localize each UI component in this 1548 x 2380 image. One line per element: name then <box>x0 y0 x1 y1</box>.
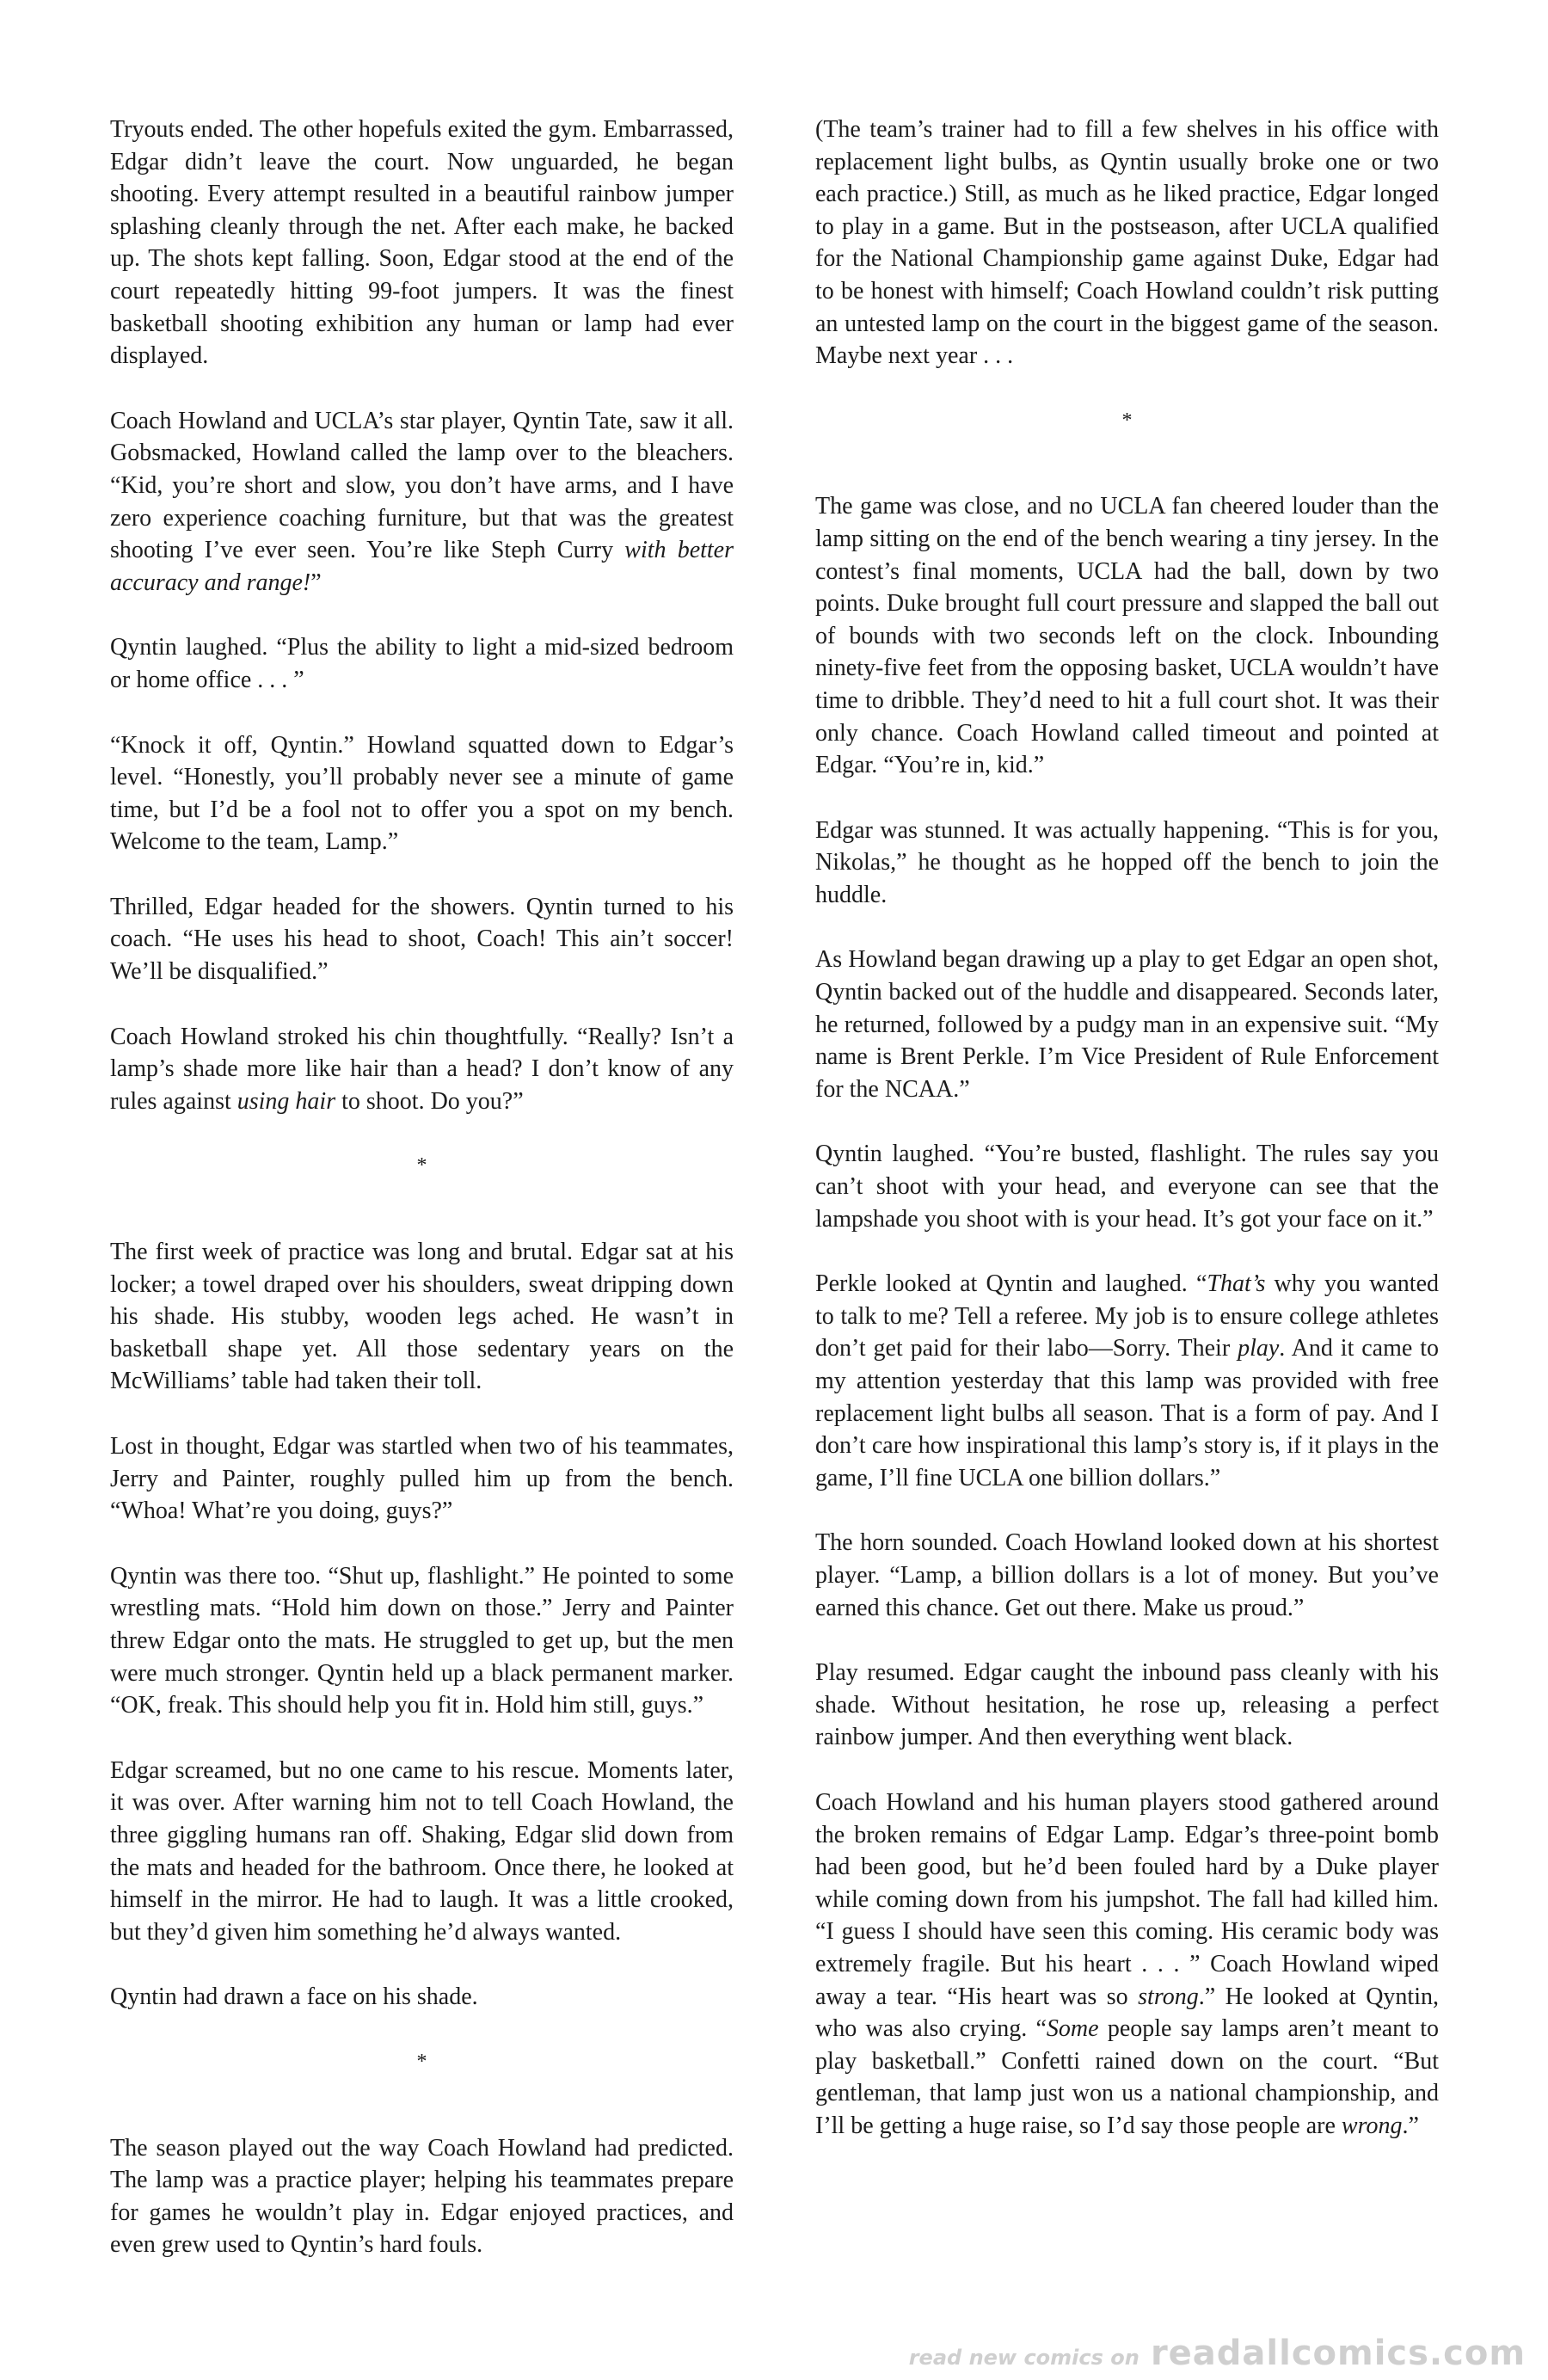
paragraph <box>110 1021 734 1118</box>
text-run: Coach Howland and his human players stood gathered around the broken remains of Edgar Lamp. Edgar’s three-point bomb had been good, but he’d been fouled hard by a Duke player while coming down from his jumpshot. The fall had killed him. “I guess I should have seen this coming. His ceramic body was extremely fragile. But his heart . . . ” Coach Howland wiped away a tear. “His heart was so <box>815 1788 1439 2010</box>
paragraph: Qyntin was there too. “Shut up, flashlight.” He pointed to some wrestling mats. “Hold him down on those.” Jerry and Painter threw Edgar onto the mats. He struggled to get up, but the men were much stronger. Qyntin held up a black permanent marker. “OK, freak. This should help you fit in. Hold him still, guys.” <box>110 1562 734 1719</box>
paragraph <box>110 405 734 600</box>
text-run: ” <box>310 569 322 596</box>
emphasis: with better accuracy and range! <box>110 537 734 596</box>
paragraph: The season played out the way Coach Howland had predicted. The lamp was a practice player; helping his teammates prepare for games he wouldn’t play in. Edgar enjoyed practices, and even grew used to Qyntin’s hard fouls. <box>110 2134 734 2259</box>
watermark-tagline: read new comics on <box>908 2346 1140 2370</box>
left-column <box>110 114 734 2261</box>
watermark-site-name: readallcomics.com <box>1150 2334 1526 2373</box>
paragraph: Play resumed. Edgar caught the inbound pass cleanly with his shade. Without hesitation, he rose up, releasing a perfect rainbow jumper. And then everything went black. <box>815 1659 1439 1751</box>
text-run: Perkle looked at Qyntin and laughed. “ <box>815 1270 1207 1298</box>
paragraph: Thrilled, Edgar headed for the showers. Qyntin turned to his coach. “He uses his head to shoot, Coach! This ain’t soccer! We’ll be disqualified.” <box>110 893 734 986</box>
section-separator: * <box>416 1154 427 1178</box>
paragraph: The horn sounded. Coach Howland looked down at his shortest player. “Lamp, a billion dollars is a lot of money. But you’ve earned this chance. Get out there. Make us proud.” <box>815 1529 1439 1621</box>
text-run: to shoot. Do you?” <box>335 1087 524 1115</box>
text-run: why you wanted to talk to me? Tell a referee. My job is to ensure college athletes don’t get paid for their labo—Sorry. Their <box>815 1270 1439 1362</box>
right-column <box>815 114 1439 2142</box>
emphasis: Some <box>1046 2015 1099 2043</box>
emphasis: using hair <box>236 1087 336 1115</box>
paragraph: Edgar screamed, but no one came to his rescue. Moments later, it was over. After warning him not to tell Coach Howland, the three giggling humans ran off. Shaking, Edgar slid down from the mats and headed for the bathroom. Once there, he looked at himself in the mirror. He had to laugh. It was a little crooked, but they’d given him something he’d always wanted. <box>110 1756 734 1946</box>
site-watermark <box>909 2334 1526 2373</box>
section-separator: * <box>1121 409 1133 432</box>
emphasis: That’s <box>1207 1270 1266 1298</box>
text-run: .” <box>1402 2112 1419 2139</box>
emphasis: wrong <box>1341 2112 1403 2139</box>
paragraph <box>815 1268 1439 1494</box>
paragraph: “Knock it off, Qyntin.” Howland squatted down to Edgar’s level. “Honestly, you’ll probably never see a minute of game time, but I’d be a fool not to offer you a spot on my bench. Welcome to the team, Lamp.” <box>110 731 734 856</box>
paragraph: Qyntin laughed. “Plus the ability to light a mid-sized bedroom or home office . . . ” <box>110 634 734 693</box>
paragraph <box>815 1787 1439 2143</box>
paragraph: (The team’s trainer had to fill a few shelves in his office with replacement light bulbs, as Qyntin usually broke one or two each practice.) Still, as much as he liked practice, Edgar longed to play in a game. But in the postseason, after UCLA qualified for the National Championship game against Duke, Edgar had to be honest with himself; Coach Howland couldn’t risk putting an untested lamp on the court in the biggest game of the season. Maybe next year . . . <box>815 116 1439 370</box>
emphasis: play <box>1238 1335 1280 1362</box>
text-run: Coach Howland and UCLA’s star player, Qyntin Tate, saw it all. Gobsmacked, Howland called the lamp over to the bleachers. “Kid, you’re short and slow, you don’t have arms, and I have zero experience coaching furniture, but that was the greatest shooting I’ve ever seen. You’re like Steph Curry <box>110 407 734 564</box>
text-run: .” He looked at Qyntin, who was also crying. “ <box>815 1983 1439 2043</box>
paragraph: As Howland began drawing up a play to get Edgar an open shot, Qyntin backed out of the huddle and disappeared. Seconds later, he returned, followed by a pudgy man in an expensive suit. “My name is Brent Perkle. I’m Vice President of Rule Enforcement for the NCAA.” <box>815 946 1439 1103</box>
paragraph: Tryouts ended. The other hopefuls exited the gym. Embarrassed, Edgar didn’t leave the court. Now unguarded, he began shooting. Every attempt resulted in a beautiful rainbow jumper splashing cleanly through the net. After each make, he backed up. The shots kept falling. Soon, Edgar stood at the end of the court repeatedly hitting 99-foot jumpers. It was the finest basketball shooting exhibition any human or lamp had ever displayed. <box>110 116 734 370</box>
paragraph: The first week of practice was long and brutal. Edgar sat at his locker; a towel draped over his shoulders, sweat dripping down his shade. His stubby, wooden legs ached. He wasn’t in basketball shape yet. All those sedentary years on the McWilliams’ table had taken their toll. <box>110 1239 734 1395</box>
paragraph: Qyntin laughed. “You’re busted, flashlight. The rules say you can’t shoot with your head, and everyone can see that the lampshade you shoot with is your head. It’s got your face on it.” <box>815 1141 1439 1233</box>
text-run: . And it came to my attention yesterday that this lamp was provided with free replacement light bulbs all season. That is a form of pay. And I don’t care how inspirational this lamp’s story is, if it plays in the game, I’ll fine UCLA one billion dollars.” <box>815 1335 1440 1491</box>
paragraph: Edgar was stunned. It was actually happening. “This is for you, Nikolas,” he thought as he hopped off the bench to join the huddle. <box>815 816 1439 908</box>
text-run: Coach Howland stroked his chin thoughtfully. “Really? Isn’t a lamp’s shade more like hair than a head? I don’t know of any rules against <box>110 1023 734 1115</box>
section-separator: * <box>416 2050 427 2073</box>
paragraph: The game was close, and no UCLA fan cheered louder than the lamp sitting on the end of the bench wearing a tiny jersey. In the contest’s final moments, UCLA had the ball, down by two points. Duke brought full court pressure and slapped the ball out of bounds with two seconds left on the clock. Inbounding ninety-five feet from the opposing basket, UCLA wouldn’t have time to dribble. They’d need to hit a full court shot. It was their only chance. Coach Howland called timeout and pointed at Edgar. “You’re in, kid.” <box>815 493 1439 779</box>
emphasis: strong <box>1138 1983 1199 2010</box>
paragraph: Lost in thought, Edgar was startled when two of his teammates, Jerry and Painter, roughly pulled him up from the bench. “Whoa! What’re you doing, guys?” <box>110 1433 734 1525</box>
text-run: people say lamps aren’t meant to play basketball.” Confetti rained down on the court. “But gentleman, that lamp just won us a national championship, and I’ll be getting a huge raise, so I’d say those people are <box>815 2015 1440 2139</box>
paragraph: Qyntin had drawn a face on his shade. <box>110 1983 478 2011</box>
